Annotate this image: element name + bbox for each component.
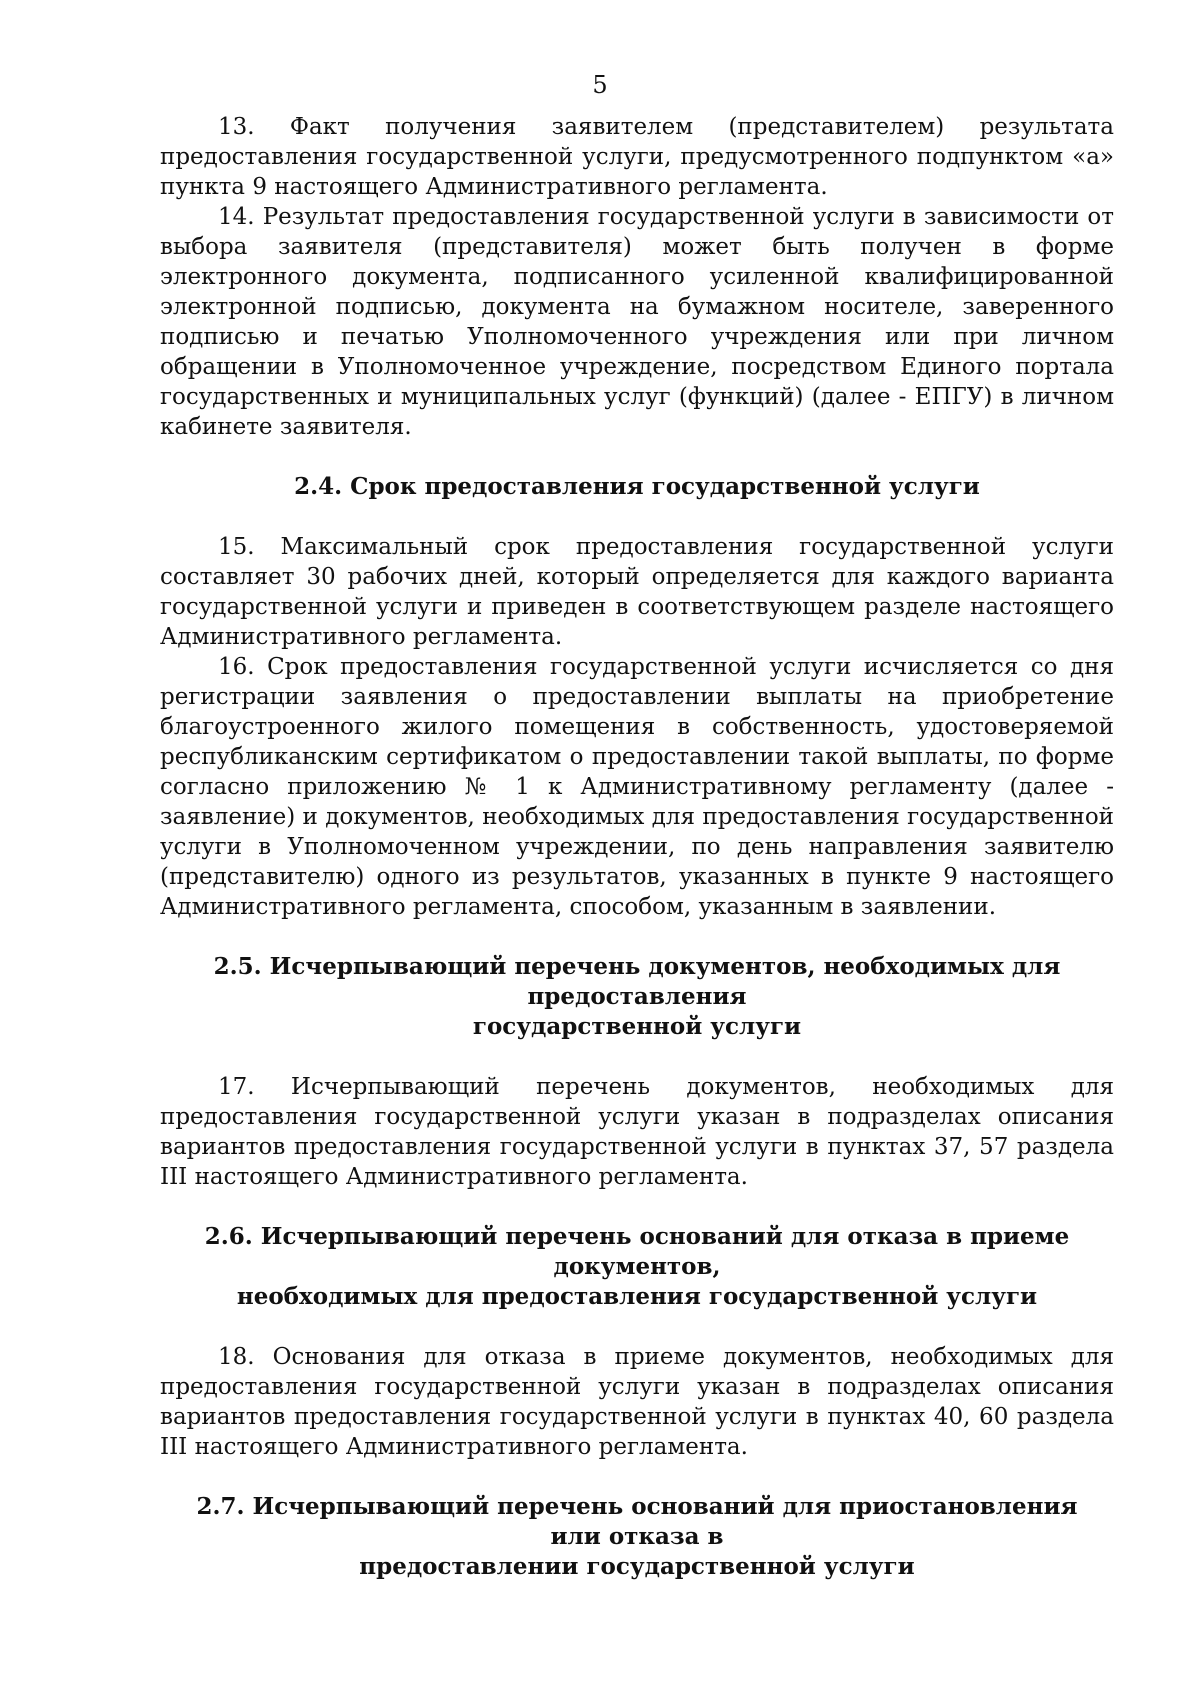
paragraph-18: 18. Основания для отказа в приеме документов, необходимых для предоставления государственной услуги указан в подразделах описания вариантов предоставления государственной услуги в пунктах 40, 60 раздела III настоящего Административного регламента. <box>160 1344 1114 1460</box>
paragraph-15: 15. Максимальный срок предоставления государственной услуги составляет 30 рабочих дней, который определяется для каждого варианта государственной услуги и приведен в соответствующем разделе настоящего Административного регламента. <box>160 534 1114 650</box>
section-heading-2-4-text: 2.4. Срок предоставления государственной услуги <box>294 473 980 500</box>
section-heading-2-6-line-1: 2.6. Исчерпывающий перечень оснований для отказа в приеме документов, <box>204 1223 1070 1280</box>
spacer <box>160 1312 1114 1342</box>
document-body <box>160 112 1114 1582</box>
spacer <box>160 1462 1114 1492</box>
paragraph-14: 14. Результат предоставления государственной услуги в зависимости от выбора заявителя (представителя) может быть получен в форме электронного документа, подписанного усиленной квалифицированной электронной подписью, документа на бумажном носителе, заверенного подписью и печатью Уполномоченного учреждения или при личном обращении в Уполномоченное учреждение, посредством Единого портала государственных и муниципальных услуг (функций) (далее - ЕПГУ) в личном кабинете заявителя. <box>160 204 1114 440</box>
paragraph-16: 16. Срок предоставления государственной услуги исчисляется со дня регистрации заявления о предоставлении выплаты на приобретение благоустроенного жилого помещения в собственность, удостоверяемой республиканским сертификатом о предоставлении такой выплаты, по форме согласно приложению № 1 к Административному регламенту (далее - заявление) и документов, необходимых для предоставления государственной услуги в Уполномоченном учреждении, по день направления заявителю (представителю) одного из результатов, указанных в пункте 9 настоящего Административного регламента, способом, указанным в заявлении. <box>160 654 1114 920</box>
spacer <box>160 442 1114 472</box>
paragraph-13: 13. Факт получения заявителем (представителем) результата предоставления государственной услуги, предусмотренного подпунктом «а» пункта 9 настоящего Административного регламента. <box>160 114 1114 200</box>
section-heading-2-6-line-2: необходимых для предоставления государственной услуги <box>236 1283 1038 1310</box>
page-number: 5 <box>592 71 608 99</box>
section-heading-2-7-line-1: 2.7. Исчерпывающий перечень оснований для приостановления или отказа в <box>196 1493 1078 1550</box>
section-heading-2-5-line-2: государственной услуги <box>472 1013 802 1040</box>
section-heading-2-5-line-1: 2.5. Исчерпывающий перечень документов, необходимых для предоставления <box>213 953 1061 1010</box>
section-heading-2-4 <box>160 472 1114 502</box>
spacer <box>160 1042 1114 1072</box>
spacer <box>160 922 1114 952</box>
spacer <box>160 1192 1114 1222</box>
section-heading-2-7 <box>160 1492 1114 1582</box>
section-heading-2-7-line-2: предоставлении государственной услуги <box>359 1553 915 1580</box>
spacer <box>160 502 1114 532</box>
paragraph-17: 17. Исчерпывающий перечень документов, необходимых для предоставления государственной услуги указан в подразделах описания вариантов предоставления государственной услуги в пунктах 37, 57 раздела III настоящего Административного регламента. <box>160 1074 1114 1190</box>
section-heading-2-6 <box>160 1222 1114 1312</box>
section-heading-2-5 <box>160 952 1114 1042</box>
